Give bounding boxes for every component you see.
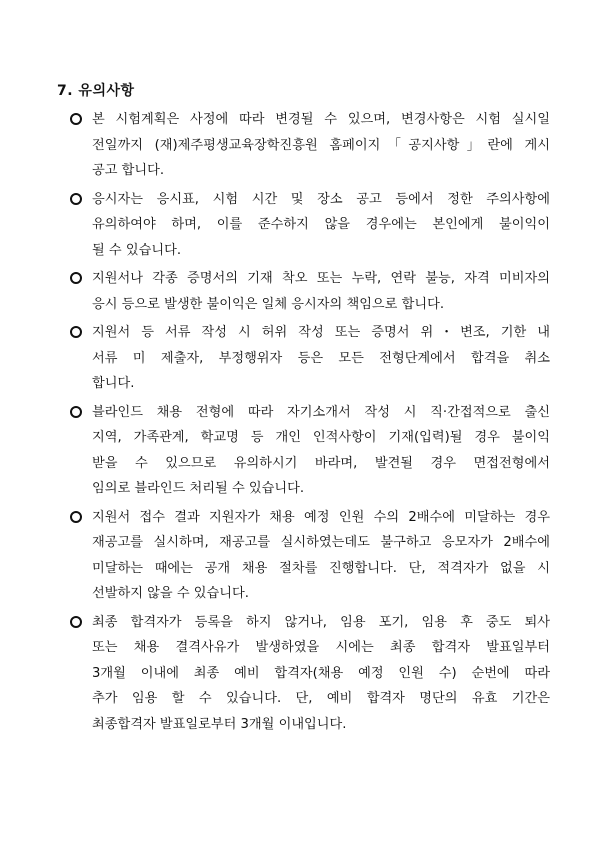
notice-line: 지역, 가족관계, 학교명 등 개인 인적사항이 기재(입력)될 경우 불이익 bbox=[92, 430, 550, 445]
notice-line: 또는 채용 결격사유가 발생하였을 시에는 최종 합격자 발표일부터 bbox=[92, 640, 550, 655]
notice-item bbox=[70, 107, 550, 184]
notice-line: 응시 등으로 발생한 불이익은 일체 응시자의 책임으로 합니다. bbox=[92, 296, 445, 312]
notice-line: 미달하는 때에는 공개 채용 절차를 진행합니다. 단, 적격자가 없을 시 bbox=[92, 560, 550, 576]
notice-line: 전일까지 (재)제주평생교육장학진흥원 홈페이지「공지사항」란에 게시 bbox=[92, 137, 550, 153]
notice-item bbox=[70, 610, 550, 738]
notice-item bbox=[70, 320, 550, 397]
notice-line: 블라인드 채용 전형에 따라 자기소개서 작성 시 직·간접적으로 출신 bbox=[92, 404, 550, 420]
notice-line: 최종 합격자가 등록을 하지 않거나, 임용 포기, 임용 후 중도 퇴사 bbox=[92, 614, 550, 630]
notice-line: 응시자는 응시표, 시험 시간 및 장소 공고 등에서 정한 주의사항에 bbox=[92, 191, 550, 207]
notice-line: 공고 합니다. bbox=[92, 163, 165, 178]
notice-item bbox=[70, 505, 550, 607]
notice-item bbox=[70, 266, 550, 317]
notice-item bbox=[70, 187, 550, 264]
circle-bullet-icon bbox=[70, 272, 82, 284]
circle-bullet-icon bbox=[70, 616, 82, 628]
circle-bullet-icon bbox=[70, 406, 82, 418]
notice-line: 임의로 블라인드 처리될 수 있습니다. bbox=[92, 481, 305, 496]
notice-line: 지원서 접수 결과 지원자가 채용 예정 인원 수의 2배수에 미달하는 경우 bbox=[92, 509, 550, 525]
notice-line: 지원서나 각종 증명서의 기재 착오 또는 누락, 연락 불능, 자격 미비자의 bbox=[92, 271, 550, 286]
circle-bullet-icon bbox=[70, 511, 82, 523]
section-title: 7. 유의사항 bbox=[57, 83, 135, 99]
notice-line: 선발하지 않을 수 있습니다. bbox=[92, 586, 249, 601]
notice-list bbox=[70, 107, 550, 740]
notice-line: 합니다. bbox=[92, 376, 135, 391]
notice-line: 서류 미 제출자, 부정행위자 등은 모든 전형단계에서 합격을 취소 bbox=[92, 350, 550, 366]
notice-line: 될 수 있습니다. bbox=[92, 242, 182, 258]
notice-line: 재공고를 실시하며, 재공고를 실시하였는데도 불구하고 응모자가 2배수에 bbox=[92, 535, 550, 550]
circle-bullet-icon bbox=[70, 193, 82, 205]
notice-line: 최종합격자 발표일로부터 3개월 이내입니다. bbox=[92, 716, 347, 732]
notice-item bbox=[70, 400, 550, 502]
notice-line: 본 시험계획은 사정에 따라 변경될 수 있으며, 변경사항은 시험 실시일 bbox=[92, 112, 550, 127]
notice-line: 유의하여야 하며, 이를 준수하지 않을 경우에는 본인에게 불이익이 bbox=[92, 217, 550, 232]
circle-bullet-icon bbox=[70, 113, 82, 125]
notice-line: 지원서 등 서류 작성 시 허위 작성 또는 증명서 위・변조, 기한 내 bbox=[92, 325, 550, 340]
notice-line: 3개월 이내에 최종 예비 합격자(채용 예정 인원 수) 순번에 따라 bbox=[92, 665, 550, 681]
notice-line: 추가 임용 할 수 있습니다. 단, 예비 합격자 명단의 유효 기간은 bbox=[92, 691, 550, 706]
circle-bullet-icon bbox=[70, 326, 82, 338]
notice-line: 받을 수 있으므로 유의하시기 바라며, 발견될 경우 면접전형에서 bbox=[92, 455, 550, 471]
